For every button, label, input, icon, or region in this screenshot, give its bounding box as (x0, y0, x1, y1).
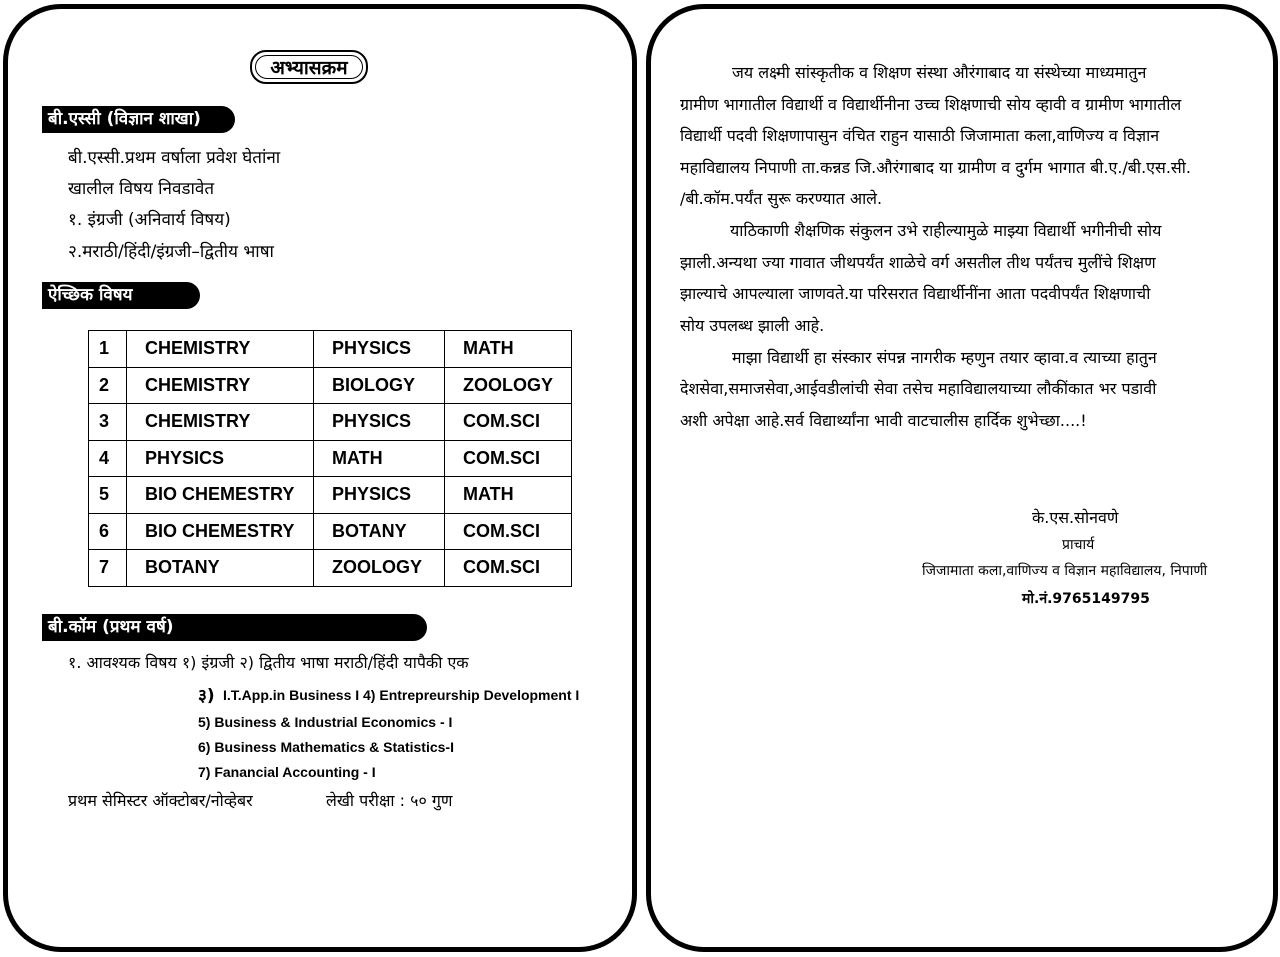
message-line: ग्रामीण भागातील विद्यार्थी व विद्यार्थीनीना उच्च शिक्षणाची सोय व्हावी व ग्रामीण भागातील (680, 95, 1182, 114)
row-number: 7 (89, 550, 127, 587)
subject-cell: COM.SCI (445, 513, 572, 550)
bcom-number-3: ३) (198, 686, 215, 706)
row-number: 6 (89, 513, 127, 550)
subject-cell: BIO CHEMESTRY (127, 477, 314, 514)
bcom-compulsory-line: १. आवश्यक विषय १) इंग्रजी २) द्वितीय भाषा मराठी/हिंदी यापैकी एक (68, 653, 469, 672)
bcom-subject-line: 5) Business & Industrial Economics - I (198, 714, 453, 730)
bcom-heading: बी.कॉम (प्रथम वर्ष) (42, 614, 427, 641)
bsc-line: बी.एस्सी.प्रथम वर्षाला प्रवेश घेतांना (68, 148, 281, 168)
message-line: जय लक्ष्मी सांस्कृतीक व शिक्षण संस्था औरंगाबाद या संस्थेच्या माध्यमातुन (732, 63, 1147, 82)
subject-cell: ZOOLOGY (314, 550, 445, 587)
subject-cell: COM.SCI (445, 550, 572, 587)
table-row (89, 367, 572, 404)
syllabus-title: अभ्यासक्रम (270, 57, 348, 79)
message-line: विद्यार्थी पदवी शिक्षणापासुन वंचित राहुन यासाठी जिजामाता कला,वाणिज्य व विज्ञान (680, 126, 1160, 145)
bcom-subject-line: I.T.App.in Business I 4) Entrepreurship Development I (223, 687, 580, 703)
subject-cell: BOTANY (314, 513, 445, 550)
subject-cell: COM.SCI (445, 440, 572, 477)
message-line: याठिकाणी शैक्षणिक संकुलन उभे राहील्यामुळे माझ्या विद्यार्थी भगीनीची सोय (730, 221, 1162, 240)
subject-cell: MATH (445, 477, 572, 514)
bsc-line: खालील विषय निवडावेत (68, 179, 215, 199)
subject-cell: PHYSICS (127, 440, 314, 477)
semester-text: प्रथम सेमिस्टर ऑक्टोबर/नोव्हेबर (68, 791, 253, 810)
table-row (89, 440, 572, 477)
row-number: 1 (89, 331, 127, 368)
optional-subjects-heading: ऐच्छिक विषय (42, 282, 200, 309)
row-number: 3 (89, 404, 127, 441)
mobile-number: मो.नं.9765149795 (1022, 591, 1150, 607)
subject-cell: MATH (445, 331, 572, 368)
subject-cell: BIOLOGY (314, 367, 445, 404)
subject-cell: COM.SCI (445, 404, 572, 441)
table-row (89, 404, 572, 441)
bcom-subject-line: 7) Fanancial Accounting - I (198, 764, 376, 780)
message-line: झाली.अन्यथा ज्या गावात जीथपर्यंत शाळेचे वर्ग असतील तीथ पर्यंतच मुलींचे शिक्षण (680, 253, 1156, 272)
message-line: देशसेवा,समाजसेवा,आईवडीलांची सेवा तसेच महाविद्यालयाच्या लौकींकात भर पडावी (680, 379, 1157, 398)
message-line: महाविद्यालय निपाणी ता.कन्नड जि.औरंगाबाद या ग्रामीण व दुर्गम भागात बी.ए./बी.एस.सी. (680, 158, 1191, 177)
principal-designation: प्राचार्य (1062, 537, 1095, 553)
message-line: अशी अपेक्षा आहे.सर्व विद्यार्थ्यांना भावी वाटचालीस हार्दिक शुभेच्छा....! (680, 411, 1087, 430)
syllabus-title-box (250, 50, 368, 84)
subject-cell: BOTANY (127, 550, 314, 587)
bsc-heading: बी.एस्सी (विज्ञान शाखा) (42, 106, 235, 133)
subject-cell: BIO CHEMESTRY (127, 513, 314, 550)
subject-cell: ZOOLOGY (445, 367, 572, 404)
college-name: जिजामाता कला,वाणिज्य व विज्ञान महाविद्यालय, निपाणी (922, 563, 1208, 579)
message-line: सोय उपलब्ध झाली आहे. (680, 316, 825, 335)
subject-cell: CHEMISTRY (127, 367, 314, 404)
right-page-panel (646, 4, 1278, 952)
bsc-line: १. इंग्रजी (अनिवार्य विषय) (68, 210, 231, 230)
subject-combinations-table (88, 330, 572, 587)
subject-cell: PHYSICS (314, 477, 445, 514)
exam-marks-text: लेखी परीक्षा : ५० गुण (326, 791, 453, 810)
row-number: 5 (89, 477, 127, 514)
subject-cell: CHEMISTRY (127, 331, 314, 368)
message-line: /बी.कॉम.पर्यंत सुरू करण्यात आले. (680, 189, 883, 208)
row-number: 4 (89, 440, 127, 477)
subject-cell: CHEMISTRY (127, 404, 314, 441)
table-row (89, 550, 572, 587)
bcom-subject-line: 6) Business Mathematics & Statistics-I (198, 739, 454, 755)
bsc-line: २.मराठी/हिंदी/इंग्रजी–द्वितीय भाषा (68, 242, 274, 262)
subject-cell: MATH (314, 440, 445, 477)
message-line: माझा विद्यार्थी हा संस्कार संपन्न नागरीक म्हणुन तयार व्हावा.व त्याच्या हातुन (732, 348, 1157, 367)
message-line: झाल्याचे आपल्याला जाणवते.या परिसरात विद्यार्थीनींना आता पदवीपर्यंत शिक्षणाची (680, 284, 1151, 303)
table-row (89, 331, 572, 368)
subject-cell: PHYSICS (314, 404, 445, 441)
table-row (89, 513, 572, 550)
principal-name: के.एस.सोनवणे (1032, 508, 1119, 527)
table-row (89, 477, 572, 514)
subject-cell: PHYSICS (314, 331, 445, 368)
row-number: 2 (89, 367, 127, 404)
